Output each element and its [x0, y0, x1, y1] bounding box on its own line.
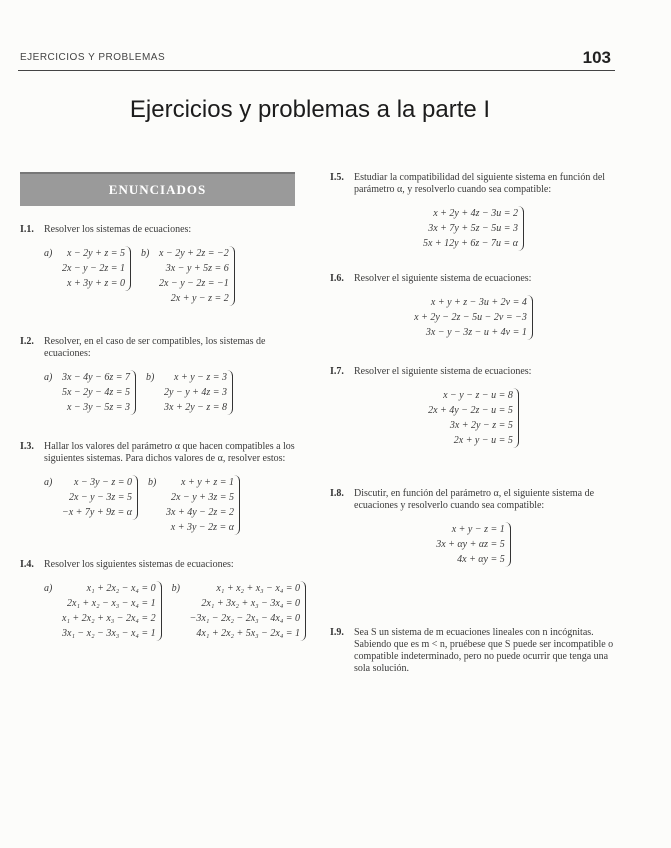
equation: 4x₁ + 2x₂ + 5x₃ − 2x₄ = 1	[196, 628, 301, 639]
system-equations	[421, 206, 524, 251]
system-label: b)	[146, 372, 155, 383]
equation: x − 3y − 5z = 3	[67, 402, 131, 413]
exercise-number: I.6.	[330, 273, 344, 284]
equation-systems	[330, 295, 615, 340]
exercise-statement: Resolver, en el caso de ser compatibles, los sistemas de ecuaciones:	[44, 336, 266, 359]
equation: x − 3y − z = 0	[74, 477, 133, 488]
exercise	[330, 488, 615, 567]
system-label: a)	[44, 248, 53, 259]
page-title: Ejercicios y problemas a la parte I	[129, 96, 491, 123]
equation: x + 3y + z = 0	[67, 278, 126, 289]
equation: −3x₁ − 2x₂ − 2x₃ − 4x₄ = 0	[189, 613, 301, 624]
equation-system	[44, 475, 138, 535]
exercise-number: I.3.	[20, 441, 34, 452]
exercise	[20, 336, 295, 415]
equation: 2y − y + 4z = 3	[164, 387, 228, 398]
equation: 2x + y − z = 2	[170, 293, 229, 304]
equation: 3x − y − 3z − u + 4v = 1	[425, 327, 527, 338]
equation: x + 2y − 2z − 5u − 2v = −3	[414, 312, 527, 323]
equation: 4x + αy = 5	[457, 554, 505, 565]
page-number: 103	[582, 48, 611, 67]
equation: 2x + y − u = 5	[453, 435, 513, 446]
header-rule	[18, 70, 615, 71]
system-equations	[162, 370, 233, 415]
exercise	[330, 627, 615, 675]
equation-systems	[44, 581, 301, 641]
system-equations	[157, 246, 235, 306]
exercise-statement: Discutir, en función del parámetro α, el siguiente sistema de ecuaciones y resolverlo cuando sea compatible:	[354, 488, 595, 511]
equation: 2x₁ + x₂ − x₃ − x₄ = 1	[67, 598, 156, 609]
equation: x + y − z = 3	[174, 372, 228, 383]
exercise-statement: Resolver el siguiente sistema de ecuaciones:	[354, 273, 532, 284]
equation: 2x − y − 3z = 5	[69, 492, 133, 503]
exercise-number: I.7.	[330, 366, 344, 377]
equation-systems	[330, 206, 615, 251]
section-banner: ENUNCIADOS	[20, 172, 295, 206]
equation-system	[172, 581, 306, 641]
left-column	[20, 172, 301, 641]
equation-system	[421, 206, 524, 251]
equation: x + y + z = 1	[181, 477, 235, 488]
exercise-statement: Hallar los valores del parámetro α que hacen compatibles a los siguientes sistemas. Para dichos valores de α, resolver estos:	[44, 441, 295, 464]
exercise-number: I.1.	[20, 224, 34, 235]
system-equations	[434, 522, 511, 567]
system-equations	[412, 295, 533, 340]
equation: 5x + 12y + 6z − 7u = α	[422, 238, 518, 249]
equation: x₁ + x₂ + x₃ − x₄ = 0	[216, 583, 301, 594]
equation: 2x − y + 3z = 5	[171, 492, 235, 503]
equation: 3x − y + 5z = 6	[165, 263, 229, 274]
exercise-statement: Sea S un sistema de m ecuaciones lineales con n incógnitas. Sabiendo que es m < n, pruébese que S puede ser incompatible o compatible indeterminado, pero no puede ocurrir que tenga una sola solución.	[354, 627, 614, 674]
system-label: b)	[141, 248, 150, 259]
equation-system	[426, 388, 519, 448]
equation-system	[44, 246, 131, 306]
equation: 3x + 4y − 2z = 2	[166, 507, 235, 518]
equation: x + 3y − 2z = α	[170, 522, 235, 533]
equation: 3x + 2y − z = 8	[164, 402, 228, 413]
equation: x − y − z − u = 8	[443, 390, 513, 401]
equation: x₁ + 2x₂ + x₃ − 2x₄ = 2	[62, 613, 156, 624]
exercise-number: I.5.	[330, 172, 344, 183]
exercise-statement: Estudiar la compatibilidad del siguiente sistema en función del parámetro α, y resolverlo cuando sea compatible:	[354, 172, 606, 195]
equation: x − 2y + 2z = −2	[159, 248, 229, 259]
system-equations	[60, 370, 136, 415]
system-equations	[60, 581, 162, 641]
equation-system	[141, 246, 235, 306]
exercise	[20, 559, 301, 641]
exercise	[330, 273, 615, 340]
equation: 5x − 2y − 4z = 5	[62, 387, 131, 398]
equation: x + y − z = 1	[451, 524, 505, 535]
equation: x − 2y + z = 5	[67, 248, 126, 259]
equation: 3x + 2y − z = 5	[449, 420, 513, 431]
equation: x₁ + 2x₂ − x₄ = 0	[86, 583, 156, 594]
equation: 2x₁ + 3x₂ + x₃ − 3x₄ = 0	[201, 598, 301, 609]
exercise	[20, 441, 295, 535]
exercise-statement: Resolver el siguiente sistema de ecuaciones:	[354, 366, 532, 377]
equation-system	[44, 370, 136, 415]
equation: 3x₁ − x₂ − 3x₃ − x₄ = 1	[62, 628, 156, 639]
equation: 2x + 4y − 2z − u = 5	[428, 405, 513, 416]
equation: 3x + αy + αz = 5	[436, 539, 505, 550]
equation-system	[412, 295, 533, 340]
equation-systems	[44, 246, 295, 306]
right-column	[330, 172, 615, 675]
exercise-number: I.8.	[330, 488, 344, 499]
equation-systems	[44, 370, 295, 415]
running-head: EJERCICIOS Y PROBLEMAS	[20, 52, 166, 63]
equation: x + y + z − 3u + 2v = 4	[430, 297, 527, 308]
equation: 3x + 7y + 5z − 5u = 3	[428, 223, 518, 234]
exercise	[330, 366, 615, 448]
equation: 3x − 4y − 6z = 7	[62, 372, 131, 383]
exercise-statement: Resolver los siguientes sistemas de ecuaciones:	[44, 559, 234, 570]
exercise-statement: Resolver los sistemas de ecuaciones:	[44, 224, 192, 235]
equation-system	[434, 522, 511, 567]
system-equations	[164, 475, 240, 535]
system-label: a)	[44, 372, 53, 383]
equation: −x + 7y + 9z = α	[62, 507, 133, 518]
equation: 2x − y − 2z = −1	[159, 278, 229, 289]
exercise-number: I.9.	[330, 627, 344, 638]
equation-system	[44, 581, 162, 641]
system-label: a)	[44, 477, 53, 488]
exercise	[330, 172, 615, 251]
exercise-number: I.2.	[20, 336, 34, 347]
system-equations	[60, 475, 138, 520]
equation-system	[146, 370, 233, 415]
equation-systems	[330, 388, 615, 448]
system-equations	[188, 581, 306, 641]
system-equations	[426, 388, 519, 448]
exercise-number: I.4.	[20, 559, 34, 570]
exercise	[20, 224, 295, 306]
equation: x + 2y + 4z − 3u = 2	[433, 208, 518, 219]
system-equations	[60, 246, 131, 291]
system-label: b)	[148, 477, 157, 488]
system-label: a)	[44, 583, 53, 594]
equation-systems	[330, 522, 615, 567]
equation: 2x − y − 2z = 1	[62, 263, 126, 274]
equation-system	[148, 475, 240, 535]
system-label: b)	[171, 583, 180, 594]
equation-systems	[44, 475, 295, 535]
